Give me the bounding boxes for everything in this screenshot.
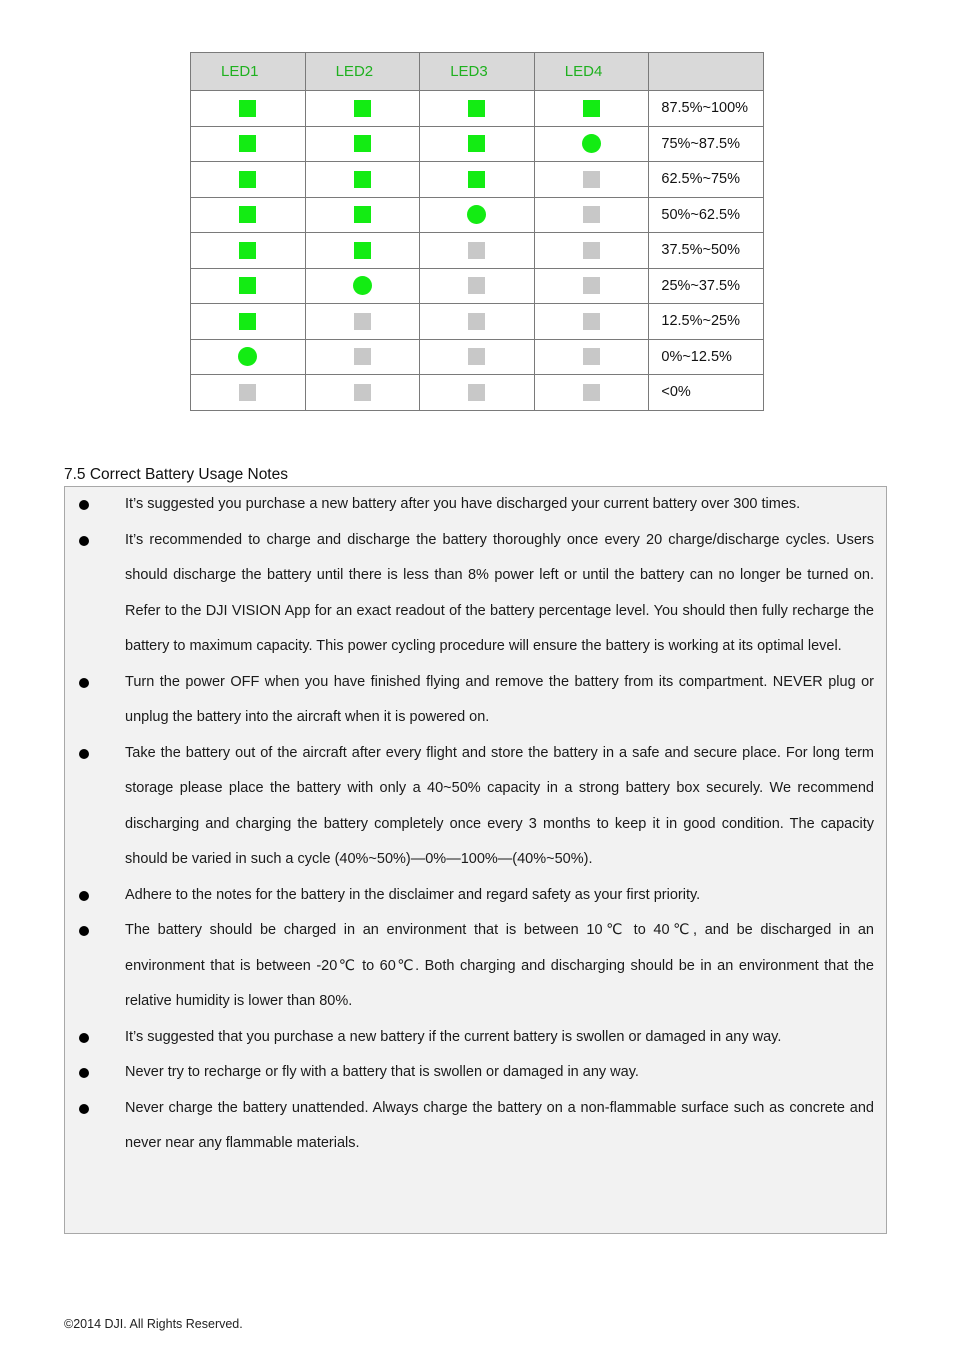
header-led4: LED4 <box>534 53 649 91</box>
led-cell <box>420 162 535 198</box>
solid-green-square-icon <box>354 135 371 152</box>
solid-green-square-icon <box>583 100 600 117</box>
green-circle-icon <box>353 276 372 295</box>
led-cell <box>191 197 306 233</box>
led-cell <box>191 268 306 304</box>
led-cell <box>191 304 306 340</box>
bullet-icon <box>79 926 89 936</box>
led-table-header-row <box>191 53 764 91</box>
header-led2: LED2 <box>305 53 420 91</box>
list-item <box>65 665 886 736</box>
led-cell <box>420 126 535 162</box>
led-cell <box>305 91 420 127</box>
led-cell <box>191 91 306 127</box>
grey-square-icon <box>583 242 600 259</box>
capacity-range: 50%~62.5% <box>649 197 764 233</box>
grey-square-icon <box>583 384 600 401</box>
led-table-row <box>191 197 764 233</box>
header-capacity <box>649 53 764 91</box>
grey-square-icon <box>583 313 600 330</box>
bullet-icon <box>79 749 89 759</box>
capacity-range: 75%~87.5% <box>649 126 764 162</box>
green-circle-icon <box>582 134 601 153</box>
solid-green-square-icon <box>239 100 256 117</box>
grey-square-icon <box>354 384 371 401</box>
led-cell <box>534 126 649 162</box>
capacity-range: 37.5%~50% <box>649 233 764 269</box>
solid-green-square-icon <box>239 171 256 188</box>
led-table-row <box>191 126 764 162</box>
led-cell <box>534 162 649 198</box>
notes-list <box>65 487 886 1162</box>
bullet-icon <box>79 1104 89 1114</box>
led-table-row <box>191 162 764 198</box>
bullet-icon <box>79 500 89 510</box>
led-cell <box>305 233 420 269</box>
grey-square-icon <box>354 313 371 330</box>
capacity-range: 12.5%~25% <box>649 304 764 340</box>
solid-green-square-icon <box>468 135 485 152</box>
grey-square-icon <box>468 242 485 259</box>
led-cell <box>305 304 420 340</box>
solid-green-square-icon <box>468 171 485 188</box>
led-status-table <box>190 52 764 411</box>
capacity-range: <0% <box>649 375 764 411</box>
led-table-row <box>191 91 764 127</box>
solid-green-square-icon <box>354 171 371 188</box>
note-text: It’s suggested that you purchase a new battery if the current battery is swollen or damaged in any way. <box>125 1028 782 1045</box>
grey-square-icon <box>583 206 600 223</box>
capacity-range: 0%~12.5% <box>649 339 764 375</box>
led-cell <box>305 126 420 162</box>
led-cell <box>305 375 420 411</box>
led-cell <box>305 268 420 304</box>
note-text: Take the battery out of the aircraft after every flight and store the battery in a safe and secure place. For long term storage please place the battery with only a 40~50% capacity in a strong battery box securely. We recommend discharging and charging the battery completely once every 3 months to keep it in good condition. The capacity should be varied in such a cycle (40%~50%)—0%—100%—(40%~50%). <box>125 744 874 867</box>
solid-green-square-icon <box>354 206 371 223</box>
bullet-icon <box>79 536 89 546</box>
note-text: It’s recommended to charge and discharge the battery thoroughly once every 20 charge/discharge cycles. Users should discharge the battery until there is less than 8% power left or until the battery can no longer be turned on. Refer to the DJI VISION App for an exact readout of the battery percentage level. You should then fully recharge the battery to maximum capacity. This power cycling procedure will ensure the battery is working at its optimal level. <box>125 531 874 654</box>
led-cell <box>420 339 535 375</box>
led-cell <box>534 197 649 233</box>
grey-square-icon <box>239 384 256 401</box>
capacity-range: 25%~37.5% <box>649 268 764 304</box>
bullet-icon <box>79 891 89 901</box>
led-cell <box>534 91 649 127</box>
header-led3: LED3 <box>420 53 535 91</box>
grey-square-icon <box>583 171 600 188</box>
led-table-row <box>191 375 764 411</box>
list-item <box>65 487 886 523</box>
note-text: It’s suggested you purchase a new battery after you have discharged your current battery over 300 times. <box>125 496 801 512</box>
led-cell <box>191 126 306 162</box>
list-item <box>65 1091 886 1162</box>
list-item <box>65 1055 886 1091</box>
grey-square-icon <box>468 313 485 330</box>
led-table-body <box>191 91 764 411</box>
grey-square-icon <box>354 348 371 365</box>
green-circle-icon <box>238 347 257 366</box>
note-text: The battery should be charged in an environment that is between 10℃ to 40℃, and be discharged in an environment that is between -20℃ to 60℃. Both charging and discharging should be in an environment that the relative humidity is lower than 80%. <box>125 922 874 1009</box>
solid-green-square-icon <box>354 242 371 259</box>
solid-green-square-icon <box>239 135 256 152</box>
led-cell <box>305 197 420 233</box>
led-cell <box>420 197 535 233</box>
led-table-row <box>191 268 764 304</box>
bullet-icon <box>79 1068 89 1078</box>
list-item <box>65 1020 886 1056</box>
solid-green-square-icon <box>239 277 256 294</box>
grey-square-icon <box>468 348 485 365</box>
list-item <box>65 523 886 665</box>
copyright-footer: ©2014 DJI. All Rights Reserved. <box>64 1317 243 1331</box>
list-item <box>65 736 886 878</box>
grey-square-icon <box>468 384 485 401</box>
led-cell <box>191 233 306 269</box>
led-table-row <box>191 233 764 269</box>
solid-green-square-icon <box>468 100 485 117</box>
solid-green-square-icon <box>354 100 371 117</box>
led-cell <box>305 339 420 375</box>
led-cell <box>191 162 306 198</box>
capacity-range: 87.5%~100% <box>649 91 764 127</box>
led-table-row <box>191 339 764 375</box>
note-text: Turn the power OFF when you have finished flying and remove the battery from its compartment. NEVER plug or unplug the battery into the aircraft when it is powered on. <box>125 673 874 725</box>
grey-square-icon <box>583 348 600 365</box>
solid-green-square-icon <box>239 242 256 259</box>
green-circle-icon <box>467 205 486 224</box>
led-cell <box>420 268 535 304</box>
led-cell <box>305 162 420 198</box>
note-text: Never charge the battery unattended. Always charge the battery on a non-flammable surface such as concrete and never near any flammable materials. <box>125 1099 874 1151</box>
bullet-icon <box>79 1033 89 1043</box>
list-item <box>65 878 886 914</box>
led-cell <box>534 339 649 375</box>
led-cell <box>534 268 649 304</box>
list-item <box>65 913 886 1020</box>
grey-square-icon <box>583 277 600 294</box>
grey-square-icon <box>468 277 485 294</box>
led-cell <box>420 233 535 269</box>
bullet-icon <box>79 678 89 688</box>
note-text: Adhere to the notes for the battery in the disclaimer and regard safety as your first priority. <box>125 886 701 903</box>
led-cell <box>534 375 649 411</box>
led-cell <box>420 304 535 340</box>
solid-green-square-icon <box>239 206 256 223</box>
header-led1: LED1 <box>191 53 306 91</box>
note-text: Never try to recharge or fly with a battery that is swollen or damaged in any way. <box>125 1064 639 1080</box>
led-cell <box>191 339 306 375</box>
led-cell <box>534 304 649 340</box>
led-table-row <box>191 304 764 340</box>
solid-green-square-icon <box>239 313 256 330</box>
led-cell <box>191 375 306 411</box>
capacity-range: 62.5%~75% <box>649 162 764 198</box>
led-cell <box>420 375 535 411</box>
section-title: 7.5 Correct Battery Usage Notes <box>64 466 288 483</box>
led-cell <box>534 233 649 269</box>
notes-box <box>64 486 887 1234</box>
led-cell <box>420 91 535 127</box>
